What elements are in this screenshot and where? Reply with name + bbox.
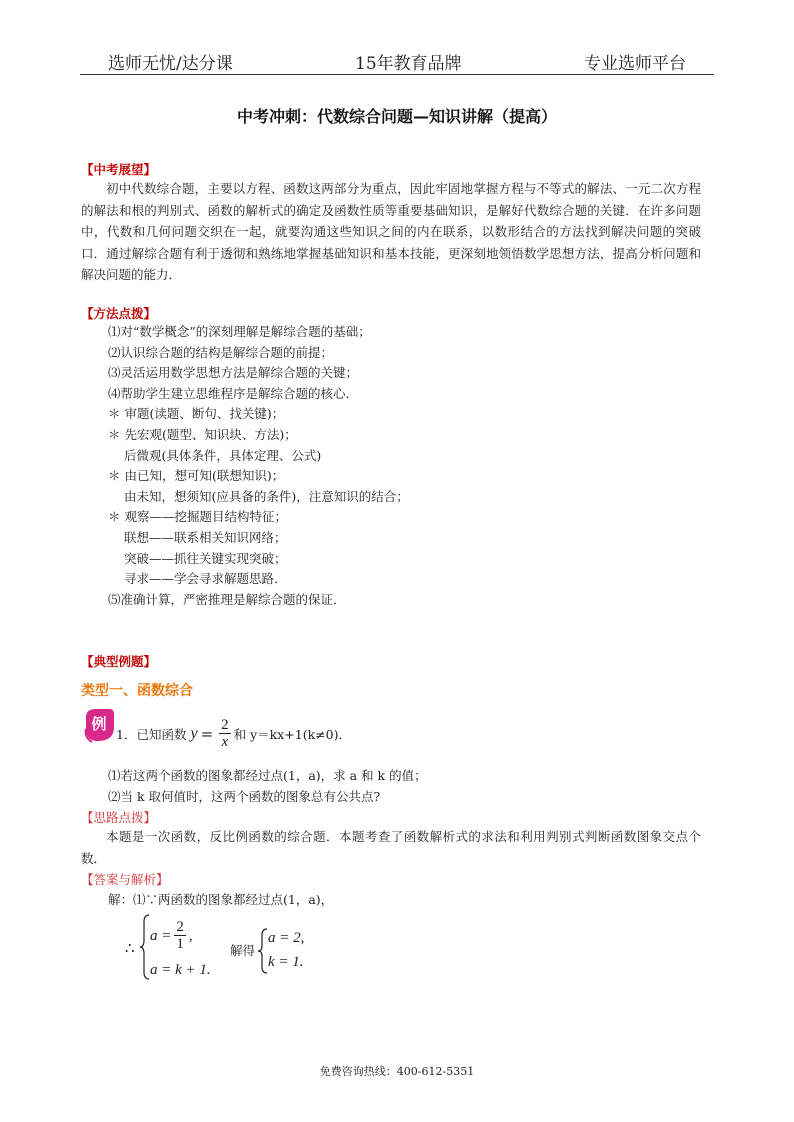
methods-list (108, 322, 409, 610)
type-heading: 类型一、函数综合 (81, 683, 193, 699)
solution-line: 解：⑴∵两函数的图象都经过点(1，a)， (108, 892, 334, 907)
method-item: 联想——联系相关知识网络； (124, 529, 287, 545)
method-item: ＊ 观察——挖掘题目结构特征； (108, 509, 287, 525)
system-1-line-1 (150, 920, 193, 952)
system-1-denominator: 1 (176, 936, 184, 952)
system-1 (140, 914, 150, 984)
system-1-comma: , (188, 927, 193, 944)
examples-heading: 【典型例题】 (81, 654, 157, 669)
header-center: 15年教育品牌 (355, 54, 462, 74)
method-item: ⑷帮助学生建立思维程序是解综合题的核心． (108, 385, 359, 401)
example-1-suffix: 和 y＝kx+1(k≠0)． (233, 727, 351, 742)
method-item: 由未知，想须知(应具备的条件)，注意知识的结合； (124, 488, 409, 504)
method-item: ＊ 先宏观(题型、知识块、方法)； (108, 426, 297, 442)
outlook-heading: 【中考展望】 (81, 162, 157, 177)
method-item: ⑵认识综合题的结构是解综合题的前提； (108, 344, 334, 360)
fraction-numerator: 2 (221, 717, 229, 733)
fraction-denominator: x (221, 734, 229, 750)
example-badge-icon (82, 707, 116, 743)
system-1-a: a = (150, 927, 172, 944)
page-header (80, 50, 714, 74)
system-1-line-2: a = k + 1. (150, 962, 211, 978)
method-item: ＊ 由已知，想可知(联想知识)； (108, 468, 285, 484)
example-1-fraction (219, 718, 231, 750)
method-item: ⑴对“数学概念”的深刻理解是解综合题的基础； (108, 324, 371, 339)
header-right: 专业选师平台 (584, 54, 686, 74)
footer-hotline: 免费咨询热线：400-612-5351 (319, 1065, 475, 1078)
therefore-symbol: ∴ (125, 941, 135, 957)
left-brace-icon (140, 914, 150, 980)
method-item: ⑶灵活运用数学思想方法是解综合题的关键； (108, 365, 359, 381)
example-1-eq: = (200, 725, 214, 743)
question-1: ⑴若这两个函数的图象都经过点(1，a)，求 a 和 k 的值； (108, 768, 427, 783)
method-item: 后微观(具体条件，具体定理、公式) (124, 447, 322, 463)
answer-heading: 【答案与解析】 (81, 872, 169, 887)
header-divider (80, 74, 714, 75)
solve-word: 解得 (230, 943, 256, 958)
system-2-line-1: a = 2, (268, 930, 305, 946)
method-item: 寻求——学会寻求解题思路． (124, 571, 287, 587)
example-1-statement (116, 718, 351, 750)
document-title: 中考冲刺：代数综合问题—知识讲解（提高） (236, 107, 557, 126)
example-badge-text: 例 (91, 715, 107, 733)
left-brace-icon (258, 928, 268, 974)
outlook-paragraph: 初中代数综合题，主要以方程、函数这两部分为重点，因此牢固地掌握方程与不等式的解法、一元二次方程的解法和根的判别式、函数的解析式的确定及函数性质等重要基础知识，是解好代数综合题的关键．在许多问题中，代数和几何问题交织在一起，就要沟通这些知识之间的内在联系，以数形结合的方法找到解决问题的突破口．通过解综合题有利于透彻和熟练地掌握基础知识和基本技能，更深刻地领悟数学思想方法，提高分析问题和解决问题的能力． (81, 181, 701, 282)
method-item: 突破——抓往关键实现突破； (124, 550, 287, 566)
system-2 (258, 928, 268, 978)
hint-paragraph: 本题是一次函数，反比例函数的综合题．本题考查了函数解析式的求法和利用判别式判断函数图象交点个数． (81, 829, 701, 866)
example-1-prefix: 1．已知函数 (116, 727, 187, 742)
system-1-fraction (174, 920, 186, 952)
hint-heading: 【思路点拨】 (81, 810, 157, 825)
example-1-y: y (190, 725, 198, 742)
method-item: ⑸准确计算，严密推理是解综合题的保证． (108, 591, 346, 607)
header-left: 选师无忧/达分课 (108, 54, 233, 74)
system-2-line-2: k = 1. (268, 954, 304, 970)
system-1-numerator: 2 (176, 919, 184, 935)
question-2: ⑵当 k 取何值时，这两个函数的图象总有公共点? (108, 789, 381, 804)
method-item: ＊ 审题(读题、断句、找关键)； (108, 406, 285, 422)
methods-heading: 【方法点拨】 (81, 306, 157, 321)
